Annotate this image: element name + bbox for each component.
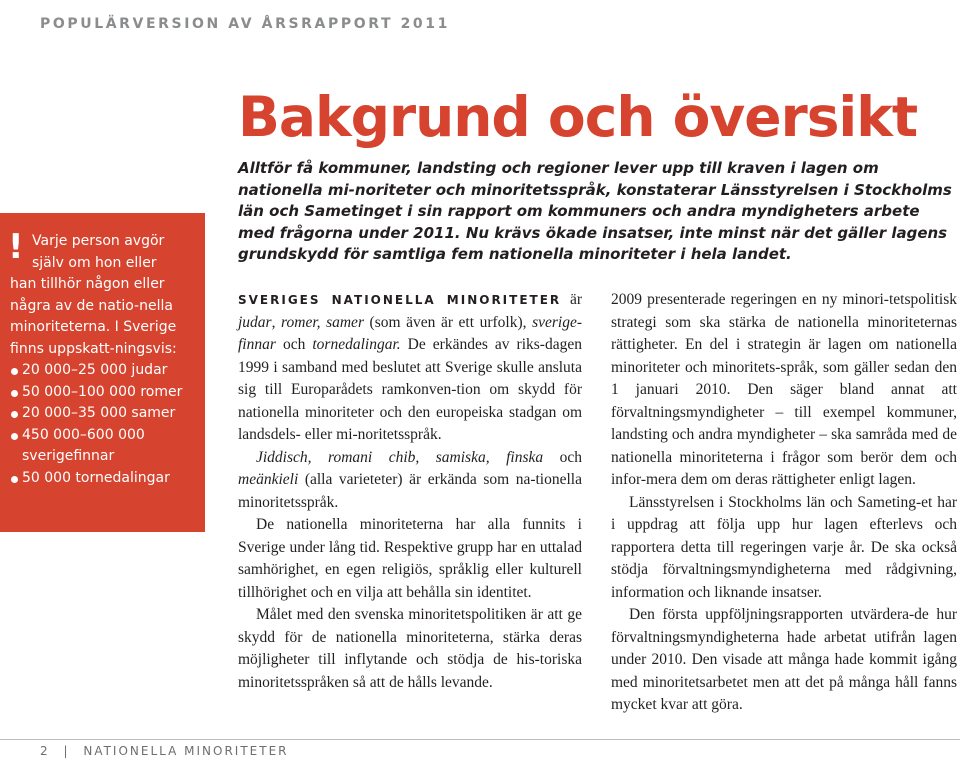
italic-term: tornedalingar. — [312, 336, 401, 353]
italic-term: romer, samer — [281, 313, 364, 331]
text-run: (som även är ett urfolk), — [363, 313, 533, 331]
list-item: 50 000 tornedalingar — [10, 468, 197, 490]
text-run: och — [275, 336, 313, 353]
paragraph: Länsstyrelsen i Stockholms län och Sameting-et har i uppdrag att följa upp hur lagen efterlevs och rapportera detta till regeringen varje år. De ska också stödja förvaltningsmyndigheterna med rådgivning, information och liknande insatser. — [611, 493, 957, 601]
text-run: och — [543, 448, 582, 466]
page-title: Bakgrund och översikt — [238, 85, 918, 149]
population-list — [10, 360, 197, 489]
lead-caps: SVERIGES NATIONELLA MINORITETER — [238, 293, 562, 307]
list-item: 20 000–35 000 samer — [10, 403, 197, 425]
footer-separator: | — [63, 744, 70, 758]
paragraph: Målet med den svenska minoritetspolitiken är att ge skydd för de nationella minoriteterna, stärka deras möjligheter till inflytande och stödja de his-toriska minoritetsspråken så att de hålls levande. — [238, 606, 582, 691]
paragraph: Den första uppföljningsrapporten utvärdera-de hur förvaltningsmyndigheterna hade arbetat utifrån lagen under 2010. Den visade att många hade kommit igång med minoritetsarbetet men att det på många håll fanns mycket kvar att göra. — [611, 606, 957, 713]
footer-divider — [0, 739, 960, 740]
running-header: POPULÄRVERSION AV ÅRSRAPPORT 2011 — [40, 16, 450, 32]
paragraph: 2009 presenterade regeringen en ny minori-tetspolitisk strategi som ska stärka de nationella minoriteternas rättigheter. En del i strategin är lagen om nationella minoriteter och minoritets-språk, som gäller sedan den 1 januari 2010. Den säger bland annat att förvaltningsmyndigheter – till exempel kommuner, landsting och andra myndigheter – ska samråda med de nationella minoriteterna i frågor som berör dem och infor-mera dem om deras rättigheter enligt lagen. — [611, 291, 957, 488]
fact-box-intro-rest: han tillhör någon eller några av de natio-nella minoriteterna. I Sverige finns uppskatt-ningsvis: — [10, 276, 177, 357]
text-run: (alla varieteter) är erkända som na-tionella minoritetsspråk. — [238, 471, 582, 511]
paragraph: De nationella minoriteterna har alla funnits i Sverige under lång tid. Respektive grupp har en uttalad samhörighet, en egen religiös, språklig eller kulturell tillhörighet och en vilja att behålla sin identitet. — [238, 516, 582, 601]
list-item: 20 000–25 000 judar — [10, 360, 197, 382]
fact-box-intro-line1: Varje person avgör — [32, 233, 165, 249]
text-run: , — [271, 313, 282, 331]
list-item: 50 000–100 000 romer — [10, 382, 197, 404]
text-run: De erkändes av riks-dagen 1999 i samband med beslutet att Sverige skulle ansluta sig till Europarådets ramkonven-tion om skydd för nationella minoriteter och den europeiska stadgan om landsdels- eller mi-noritetsspråk. — [238, 336, 582, 443]
text-run: är — [561, 291, 582, 308]
list-item: 450 000–600 000 sverigefinnar — [10, 425, 197, 468]
paragraph — [238, 447, 582, 515]
exclamation-icon: ! — [8, 227, 24, 267]
article-column-right — [611, 289, 957, 717]
article-column-left — [238, 289, 582, 694]
italic-term: sverige-finnar — [238, 313, 583, 353]
fact-box-intro-line2: själv om hon eller — [32, 254, 157, 271]
fact-box — [0, 213, 205, 532]
footer-label: NATIONELLA MINORITETER — [83, 744, 289, 758]
ingress: Alltför få kommuner, landsting och regioner lever upp till kraven i lagen om nationella mi-noriteter och minoritetsspråk, konstaterar Länsstyrelsen i Stockholms län och Sametinget i sin rapport om kommuners och andra myndigheters arbete med frågorna under 2011. Nu krävs ökade insatser, inte minst när det gäller lagens grundskydd för samtliga fem nationella minoriteter i hela landet. — [238, 159, 952, 263]
paragraph — [238, 289, 582, 447]
page-footer — [40, 744, 289, 758]
fact-box-intro — [8, 227, 197, 360]
page-number: 2 — [40, 744, 50, 758]
italic-term: meänkieli — [238, 471, 299, 488]
italic-term: judar — [238, 313, 272, 331]
italic-term: Jiddisch, romani chib, samiska, finska — [256, 448, 544, 466]
